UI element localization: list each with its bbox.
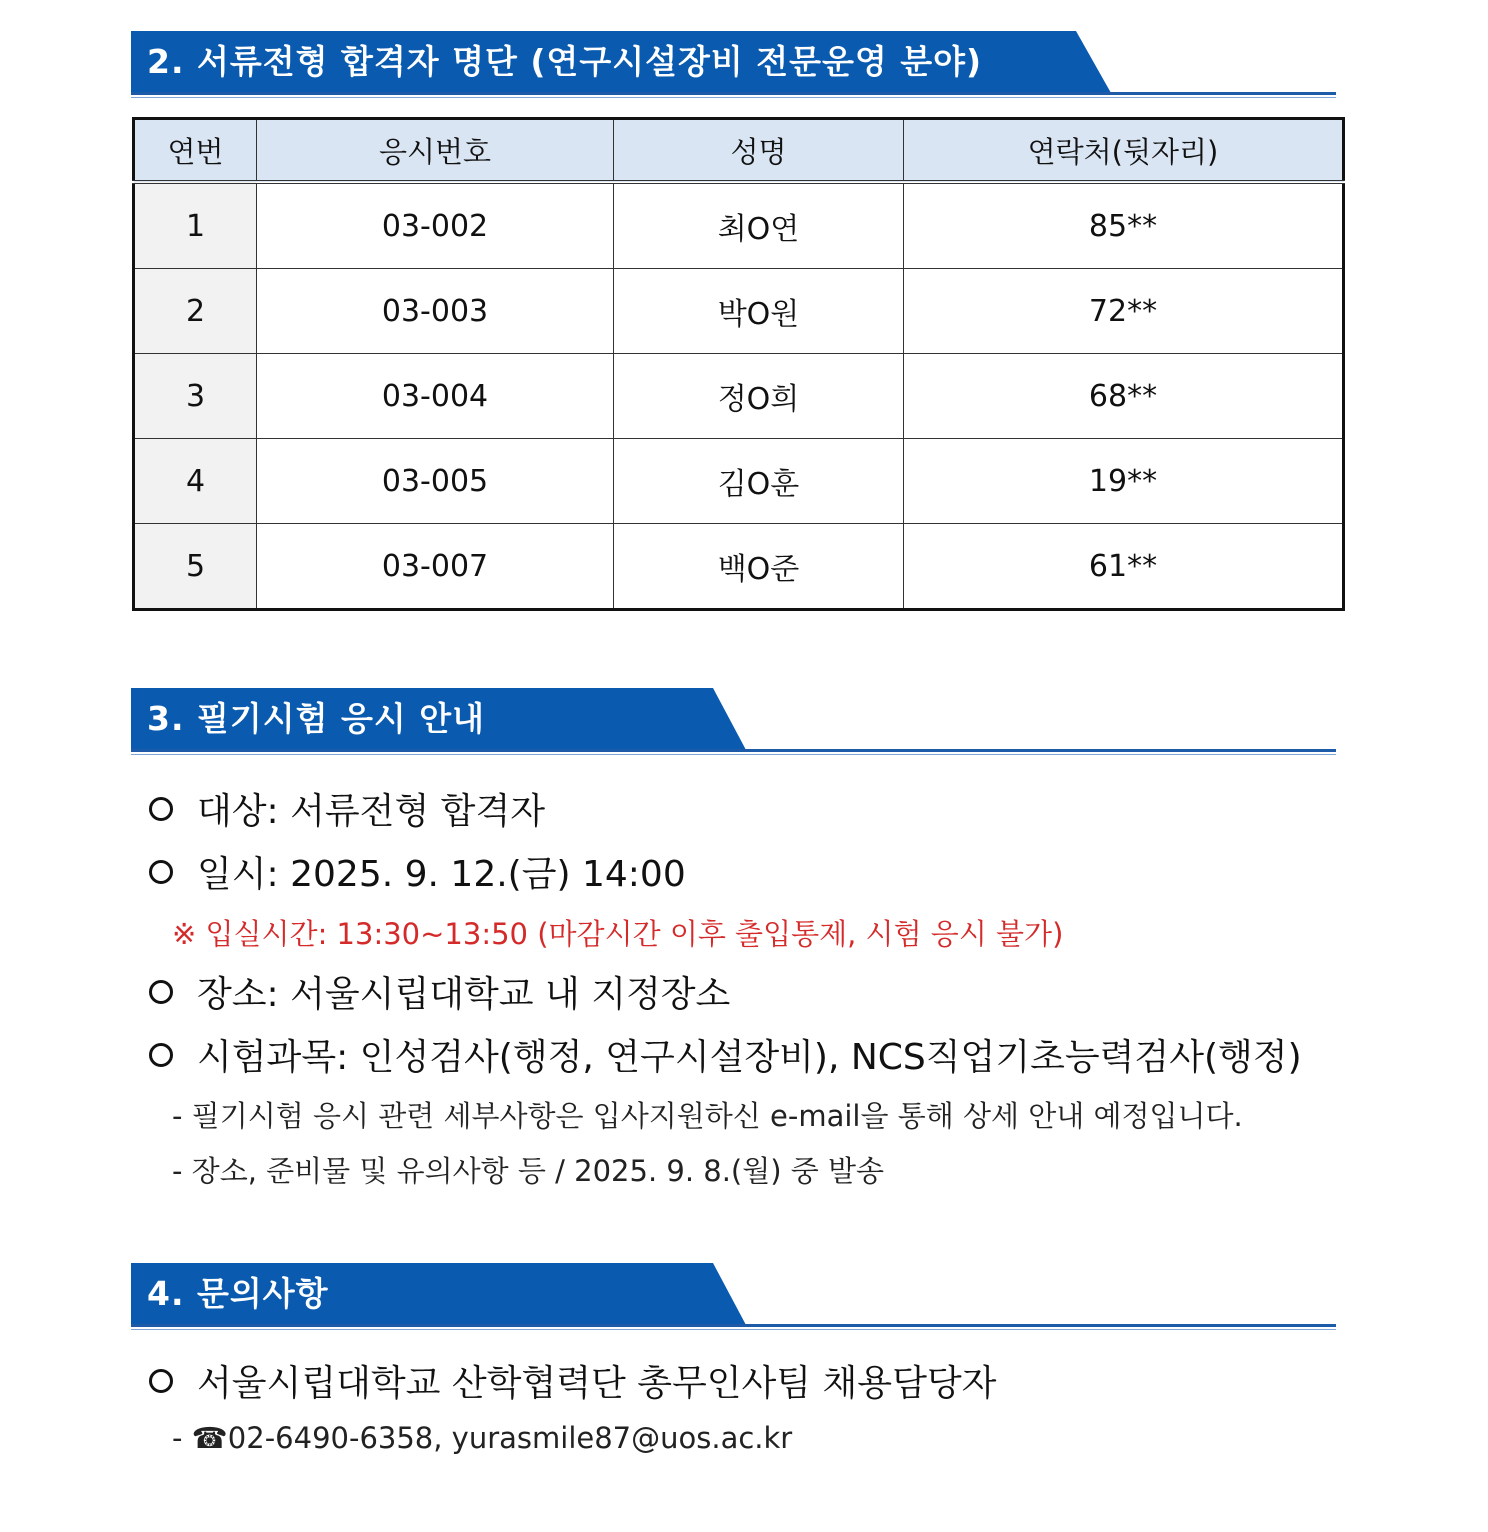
col-header-exam-number: 응시번호 [257,119,614,183]
table-row [134,439,1344,524]
contact-detail-line: - ☎02-6490-6358, yurasmile87@uos.ac.kr [172,1421,793,1455]
cell-name: 박O원 [614,269,904,354]
cell-exam-number: 03-002 [257,182,614,269]
section-4-title: 4. 문의사항 [147,1274,329,1313]
cell-no: 4 [134,439,257,524]
exam-datetime-line [149,846,686,897]
cell-no: 5 [134,524,257,610]
exam-detail-line-1: - 필기시험 응시 관련 세부사항은 입사지원하신 e-mail을 통해 상세 안내 예정입니다. [172,1099,1243,1133]
cell-contact: 19** [904,439,1344,524]
cell-contact: 72** [904,269,1344,354]
cell-contact: 68** [904,354,1344,439]
cell-exam-number: 03-003 [257,269,614,354]
cell-contact: 61** [904,524,1344,610]
table-row [134,269,1344,354]
col-header-no: 연번 [134,119,257,183]
section-3-header [131,688,1336,754]
section-2-title: 2. 서류전형 합격자 명단 (연구시설장비 전문운영 분야) [147,42,983,81]
exam-detail-line-2: - 장소, 준비물 및 유의사항 등 / 2025. 9. 8.(월) 중 발송 [172,1154,885,1188]
cell-name: 백O준 [614,524,904,610]
cell-name: 김O훈 [614,439,904,524]
section-2-rule [131,92,1336,95]
table-row [134,354,1344,439]
cell-no: 3 [134,354,257,439]
entry-time-note: ※ 입실시간: 13:30~13:50 (마감시간 이후 출입통제, 시험 응시 불가) [172,917,1064,951]
section-3-title: 3. 필기시험 응시 안내 [147,699,485,738]
circle-bullet-icon [149,860,173,884]
section-2-header [131,31,1336,97]
cell-exam-number: 03-004 [257,354,614,439]
col-header-name: 성명 [614,119,904,183]
cell-contact: 85** [904,182,1344,269]
circle-bullet-icon [149,1369,173,1393]
circle-bullet-icon [149,797,173,821]
cell-exam-number: 03-007 [257,524,614,610]
contact-org-line [149,1355,996,1406]
table-header-row [134,119,1344,183]
pass-list-table [132,117,1345,611]
exam-target-text: 대상: 서류전형 합격자 [197,791,545,832]
cell-name: 최O연 [614,182,904,269]
exam-target-line [149,783,545,834]
circle-bullet-icon [149,1043,173,1067]
section-4-header [131,1263,1336,1329]
contact-org-text: 서울시립대학교 산학협력단 총무인사팀 채용담당자 [197,1363,997,1404]
cell-exam-number: 03-005 [257,439,614,524]
exam-subjects-line [149,1029,1302,1080]
col-header-contact: 연락처(뒷자리) [904,119,1344,183]
exam-place-text: 장소: 서울시립대학교 내 지정장소 [197,974,731,1015]
exam-place-line [149,966,730,1017]
circle-bullet-icon [149,980,173,1004]
section-3-rule [131,749,1336,752]
cell-name: 정O희 [614,354,904,439]
section-4-rule [131,1324,1336,1327]
table-row [134,182,1344,269]
cell-no: 1 [134,182,257,269]
exam-datetime-text: 일시: 2025. 9. 12.(금) 14:00 [197,854,686,895]
table-row [134,524,1344,610]
cell-no: 2 [134,269,257,354]
exam-subjects-text: 시험과목: 인성검사(행정, 연구시설장비), NCS직업기초능력검사(행정) [197,1037,1302,1078]
